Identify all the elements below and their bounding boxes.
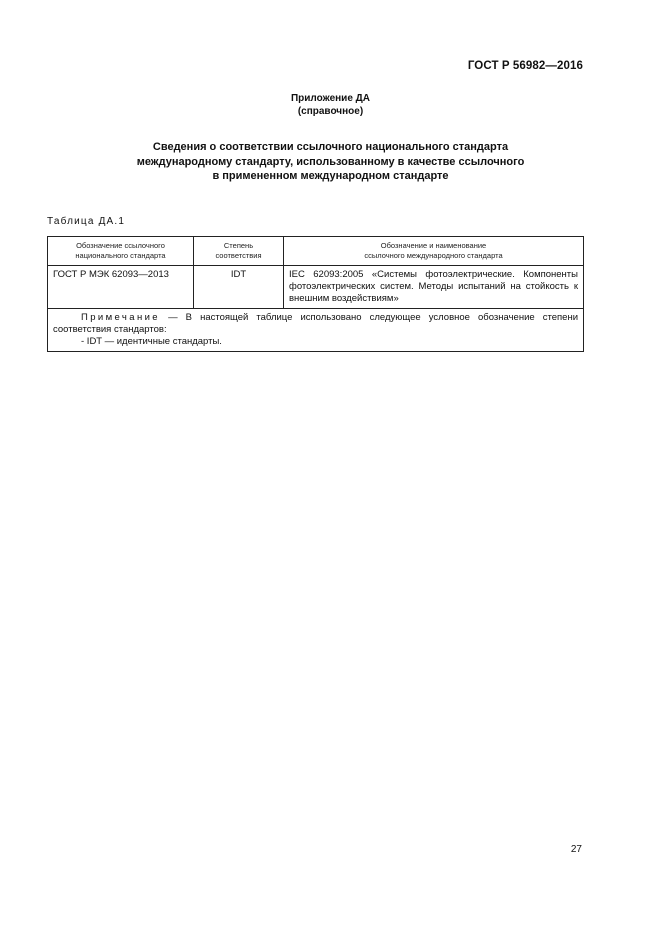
cell-degree: IDT — [194, 266, 284, 309]
table-caption: Таблица ДА.1 — [47, 216, 126, 227]
header-degree: Степень соответствия — [194, 237, 284, 266]
correspondence-table — [47, 236, 584, 352]
table-note-row — [48, 309, 584, 352]
cell-international-standard: IEC 62093:2005 «Системы фотоэлектрические. Компоненты фотоэлектрических систем. Методы испытаний на стойкость к внешним воздействиям» — [284, 266, 584, 309]
note-item: - IDT — идентичные стандарты. — [81, 336, 222, 347]
note-text: — В настоящей таблице использовано следующее условное обозначение степени соответствия стандартов: — [53, 312, 578, 335]
cell-national-standard: ГОСТ Р МЭК 62093—2013 — [48, 266, 194, 309]
annex-heading-line-1: Сведения о соответствии ссылочного национального стандарта — [152, 141, 509, 153]
table-header-row — [48, 237, 584, 266]
annex-subtitle: (справочное) — [297, 106, 364, 117]
header-international-standard: Обозначение и наименование ссылочного международного стандарта — [284, 237, 584, 266]
table-row — [48, 266, 584, 309]
note-label: Примечание — [81, 312, 160, 323]
annex-heading-line-2: международному стандарту, использованному в качестве ссылочного — [136, 155, 525, 168]
annex-heading — [0, 140, 661, 184]
annex-title: Приложение ДА — [290, 93, 371, 104]
table-note — [48, 309, 584, 352]
annex-heading-line-3: в примененном международном стандарте — [212, 170, 449, 182]
page-number: 27 — [570, 844, 582, 855]
annex-title-block — [0, 92, 661, 118]
document-code: ГОСТ Р 56982—2016 — [467, 60, 583, 72]
header-national-standard: Обозначение ссылочного национального стандарта — [48, 237, 194, 266]
